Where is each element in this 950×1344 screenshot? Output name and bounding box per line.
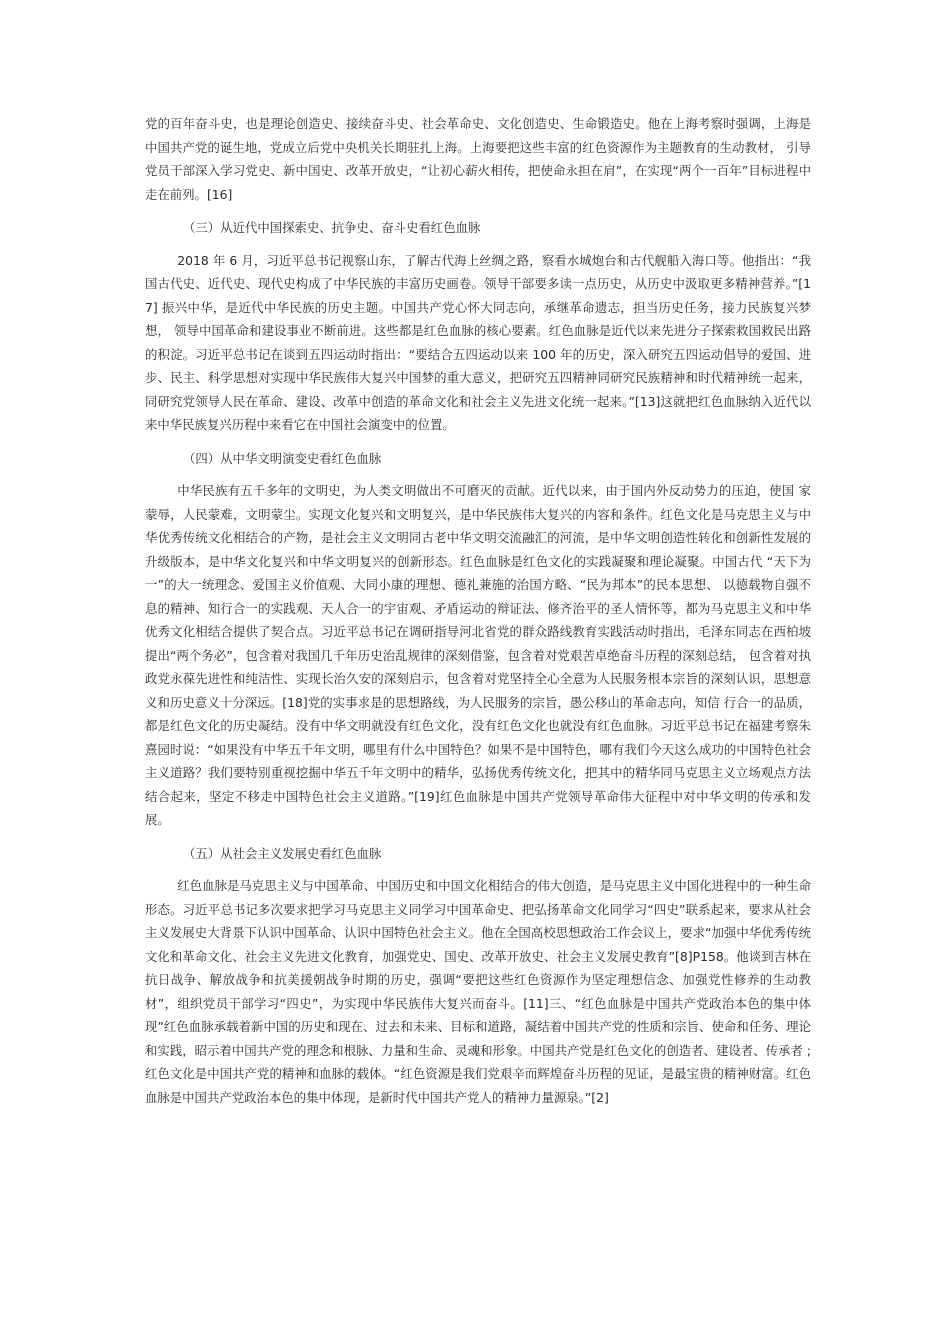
paragraph-socialist-development: 红色血脉是马克思主义与中国革命、中国历史和中国文化相结合的伟大创造，是马克思主义中国化进程中的一种生命形态。习近平总书记多次要求把学习马克思主义同学习中国革命史、把弘扬革命文化同学习“四史”联系起来，要求从社会主义发展史大背景下认识中国革命、认识中国特色社会主义。他在全国高校思想政治工作会议上，要求“加强中华优秀传统文化和革命文化、社会主义先进文化教育，加强党史、国史、改革开放史、社会主义发展史教育”[8]P158。他谈到吉林在抗日战争、解放战争和抗美援朝战争时期的历史，强调“要把这些红色资源作为坚定理想信念、加强党性修养的生动教材”，组织党员干部学习“四史”，为实现中华民族伟大复兴而奋斗。[11]三、“红色血脉是中国共产党政治本色的集中体现”红色血脉承载着新中国的历史和现在、过去和未来、目标和道路，凝结着中国共产党的性质和宗旨、使命和任务、理论和实践，昭示着中国共产党的理念和根脉、力量和生命、灵魂和形象。中国共产党是红色文化的创造者、建设者、传承者 ;红色文化是中国共产党的精神和血脉的载体。“红色资源是我们党艰辛而辉煌奋斗历程的见证，是最宝贵的精神财富。红色血脉是中国共产党政治本色的集中体现，是新时代中国共产党人的精神力量源泉。”[2] [145,878,811,1105]
paragraph-shanghai-history: 党的百年奋斗史，也是理论创造史、接续奋斗史、社会革命史、文化创造史、生命锻造史。他在上海考察时强调，上海是中国共产党的诞生地，党成立后党中央机关长期驻扎上海。上海要把这些丰富的红色资源作为主题教育的生动教材， 引导党员干部深入学习党史、新中国史、改革开放史，“让初心薪火相传，把使命永担在肩”，在实现“两个一百年”目标进程中走在前列。[16] [145,116,811,202]
document-body [145,112,811,1109]
paragraph-modern-china-history: 2018 年 6 月，习近平总书记视察山东，了解古代海上丝绸之路，察看水城炮台和古代舰船入海口等。他指出：“我国古代史、近代史、现代史构成了中华民族的丰富历史画卷。领导干部要多读一点历史，从历史中汲取更多精神营养。”[17] 振兴中华，是近代中华民族的历史主题。中国共产党心怀大同志向，承继革命遗志，担当历史任务，接力民族复兴梦想， 领导中国革命和建设事业不断前进。这些都是红色血脉的核心要素。红色血脉是近代以来先进分子探索救国救民出路的积淀。习近平总书记在谈到五四运动时指出：“要结合五四运动以来 100 年的历史，深入研究五四运动倡导的爱国、进步、民主、科学思想对实现中华民族伟大复兴中国梦的重大意义，把研究五四精神同研究民族精神和时代精神统一起来， 同研究党领导人民在革命、建设、改革中创造的革命文化和社会主义先进文化统一起来。”[13]这就把红色血脉纳入近代以来中华民族复兴历程中来看它在中国社会演变中的位置。 [145,252,811,432]
paragraph-chinese-civilization: 中华民族有五千多年的文明史，为人类文明做出不可磨灭的贡献。近代以来，由于国内外反动势力的压迫，使国 家蒙辱，人民蒙难，文明蒙尘。实现文化复兴和文明复兴，是中华民族伟大复兴的内容和条件。红色文化是马克思主义与中华优秀传统文化相结合的产物，是社会主义文明同古老中华文明交流融汇的河流，是中华文明创造性转化和创新性发展的升级版本，是中华文化复兴和中华文明复兴的创新形态。红色血脉是红色文化的实践凝聚和理论凝聚。中国古代 “天下为一”的大一统理念、爱国主义价值观、大同小康的理想、德礼兼施的治国方略、“民为邦本”的民本思想、 以德载物自强不息的精神、知行合一的实践观、天人合一的宇宙观、矛盾运动的辩证法、修齐治平的圣人情怀等，都为马克思主义和中华优秀文化相结合提供了契合点。习近平总书记在调研指导河北省党的群众路线教育实践活动时指出，毛泽东同志在西柏坡提出“两个务必”，包含着对我国几千年历史治乱规律的深刻借鉴，包含着对党艰苦卓绝奋斗历程的深刻总结， 包含着对执政党永葆先进性和纯洁性、实现长治久安的深刻启示，包含着对党坚持全心全意为人民服务根本宗旨的深刻认识，思想意义和历史意义十分深远。[18]党的实事求是的思想路线，为人民服务的宗旨，愚公移山的革命志向，知信 行合一的品质，都是红色文化的历史凝结。没有中华文明就没有红色文化，没有红色文化也就没有红色血脉。习近平总书记在福建考察朱熹园时说：“如果没有中华五千年文明，哪里有什么中国特色？如果不是中国特色，哪有我们今天这么成功的中国特色社会主义道路？我们要特别重视挖掘中华五千年文明中的精华，弘扬优秀传统文化，把其中的精华同马克思主义立场观点方法结合起来，坚定不移走中国特色社会主义道路。”[19]红色血脉是中国共产党领导革命伟大征程中对中华文明的传承和发展。 [145,483,811,827]
section-heading-4: （四）从中华文明演变史看红色血脉 [183,450,382,466]
section-heading-3: （三）从近代中国探索史、抗争史、奋斗史看红色血脉 [183,220,481,235]
section-heading-5: （五）从社会主义发展史看红色血脉 [183,845,382,861]
